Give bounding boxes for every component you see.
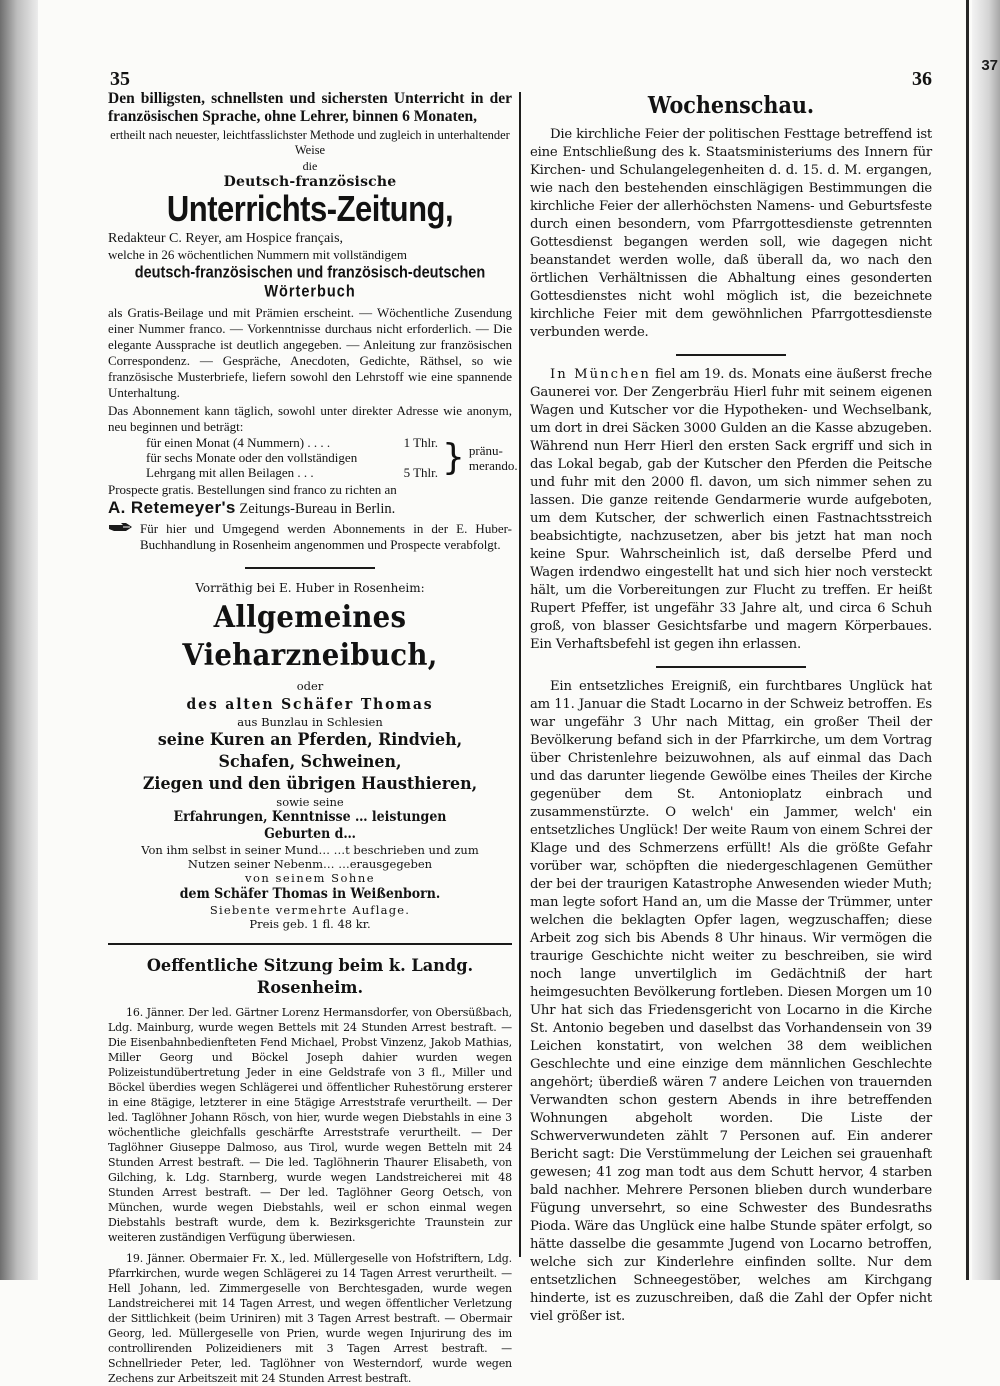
binding-shadow-right [972, 0, 1000, 1280]
book-price: Preis geb. 1 fl. 48 kr. [249, 917, 371, 931]
ad-huber-note [108, 521, 512, 553]
court-paragraph: 16. Jänner. Der led. Gärtner Lorenz Hermansdorfer, von Obersüßbach, Ldg. Mainburg, wurde wegen Bettels mit 24 Stunden Arrest bestraft. — Die Eisenbahnbedienfteten Fend Michael, Probst Vinzenz, Jakob Mathias, Miller Georg und Böckel Joseph dahier wurden wegen Polizeistundübertretung Jeder in eine Geldstrafe von 3 fl., Miller und Böckel überdies wegen Schlägerei und öffentlicher Ruhestörung ersterer in eine 8tägige, letzterer in eine 5tägige Arreststrafe verurtheilt. — Der led. Taglöhner Johann Rösch, von hier, wurde wegen Diebstahls in eine 3 wöchentliche gleichfalls geschärfte Arreststrafe verurtheilt. — Der Taglöhner Giuseppe Dalmoso, aus Tirol, wurde wegen Betteln mit 24 Stunden Arrest bestraft. — Die led. Taglöhnerin Thaurer Elisabeth, von Gilching, k. Ldg. Starnberg, wurde wegen Landstreicherei mit 48 Stunden Arrest bestraft. — Der led. Taglöhner Georg Oetsch, von München, wurde wegen Diebstahls, weil er schon einmal wegen Diebstahls bestraft wurde, dem k. Bezirksgerichte Traunstein zur weiteren zuständigen Verfügung überwiesen. [108, 1006, 512, 1244]
ad-price-table [108, 435, 518, 480]
huber-note-text: Für hier und Umgegend werden Abonnements in der E. Huber-Buchhandlung in Rosenheim angenommen und Prospecte verabfolgt. [140, 521, 512, 552]
short-separator [676, 354, 786, 356]
ad-die-text: die [302, 159, 318, 173]
veterinary-book-advertisement [108, 581, 512, 931]
price-value: 5 Thlr. [403, 465, 438, 480]
bureau-name: A. Retemeyer's [108, 498, 236, 517]
price-label: für sechs Monate oder den vollständigen [146, 450, 358, 465]
sowie-text: sowie seine [276, 795, 344, 809]
price-brace: } [442, 436, 465, 478]
binding-shadow-left [0, 0, 38, 1280]
price-value [378, 450, 438, 465]
price-row [108, 435, 438, 450]
short-separator [656, 666, 806, 668]
full-separator [108, 943, 512, 945]
cures-line-1: seine Kuren an Pferden, Rindvieh, Schafen, Schweinen, [157, 730, 463, 772]
price-row [108, 465, 438, 480]
geburten-line: Geburten d… [264, 826, 356, 842]
court-heading: Oeffentliche Sitzung beim k. Landg. Rosenheim. [146, 956, 474, 998]
ad-bureau-line [108, 498, 512, 519]
ad-issues-line: welche in 26 wöchentlichen Nummern mit vollständigem [108, 247, 407, 262]
oder-text: oder [296, 679, 324, 693]
price-row [108, 450, 438, 465]
ad-paper-title: Unterrichts-Zeitung, [166, 187, 454, 230]
court-session-section [108, 955, 512, 1386]
ad-editor-line: Redakteur C. Reyer, am Hospice français, [108, 231, 344, 246]
city-name: In München [550, 367, 651, 382]
section-heading-wochenschau: Wochenschau. [647, 92, 815, 119]
schaefer-line: dem Schäfer Thomas in Weißenborn. [179, 886, 441, 902]
news-paragraph: Die kirchliche Feier der politischen Festtage betreffend ist eine Entschließung des k. Staatsministeriums des Innern für Kirchen- und Schulangelegenheiten d. d. 15. d. M. ergangen, wie nach den bestehenden einschlägigen Bestimmungen die kirchliche Feier der allerhöchsten Namens- und Geburtsfeste durch einen besondern, vom Pfarrgottesdienste getrennten Gottesdienst begangen werden soll, wie dagegen nicht beanstandet werden wolle, daß überall da, wo nach den örtlichen Verhältnissen die Abhaltung eines gesonderten Gottesdienstes nicht wohl möglich ist, die bezeichnete kirchliche Feier mit dem gewöhnlichen Pfarrgottesdienste verbunden werde. [530, 127, 932, 340]
ad-intro-text: Den billigsten, schnellsten und sichersten Unterricht in der französischen Sprache, ohne Lehrer, binnen 6 Monaten, [108, 90, 512, 125]
news-paragraph [530, 366, 932, 654]
ad-paper-subtitle: Deutsch-französische [223, 174, 397, 190]
cures-line-2: Ziegen und den übrigen Hausthieren, [142, 774, 478, 794]
book-author: des alten Schäfer Thomas [186, 695, 434, 713]
ad-method-text: ertheilt nach neuester, leichtfasslichster Methode und zugleich in unterhaltender Weise [110, 128, 510, 157]
news-paragraph-body: fiel am 19. ds. Monats eine äußerst freche Gaunerei vor. Der Zengerbräu Hierl fuhr mit seinem eigenen Wagen und Kutscher vor die Hypotheken- und Wechselbank, um dort in drei Säcken 3000 Gulden an die Kasse abzugeben. Während nun Herr Hierl den ersten Sack ergriff und sich in das Lokal begab, gab der Kutscher den Pferden die Peitsche und fuhr mit den 2000 fl. davon, um sich nimmer sehen zu lassen. Die ganze reitende Gendarmerie wurde aufgeboten, um dem Kutscher, der schwerlich einen Fastnachtsstreich beabsichtigte, nachzusetzen, aber bis jetzt hat man noch keine Spur. Wahrscheinlich ist, daß derselbe Pferd und Wagen irdendwo eingestellt hat und sich hier noch versteckt hält, um die Vorbereitungen zur Flucht zu treffen. Er heißt Rupert Pfeffer, ist ungefähr 33 Jahre alt, und circa 6 Schuh groß, von blasser Gesichtsfarbe und magern Körperbaues. Ein Verhaftsbefehl ist gegen ihn erlassen. [530, 367, 933, 652]
court-paragraph: 19. Jänner. Obermaier Fr. X., led. Müllergeselle von Hofstriftern, Ldg. Pfarrkirchen, wurde wegen Schlägerei zu 14 Tagen Arrest verurtheilt. — Hell Johann, led. Zimmergeselle von Berchtesgaden, wurde wegen Landstreicherei mit 14 Tagen Arrest, und wegen öffentlicher Verletzung der Sittlichkeit (beim Uriniren) mit 3 Tagen Arrest bestraft. — Obermair Georg, led. Müllergeselle von Prien, wurde wegen Injurirung des im controllirenden Polizeidieners mit 3 Tagen Arrest bestraft. — Schnellrieder Peter, led. Taglöhner von Westerndorf, wurde wegen Zechens zur Arbeitszeit mit 24 Stunden Arrest bestraft. [108, 1252, 512, 1385]
ad-prospecte-text: Prospecte gratis. Bestellungen sind franco zu richten an [108, 482, 397, 497]
language-course-advertisement [108, 90, 518, 553]
author-origin: aus Bunzlau in Schlesien [237, 715, 383, 729]
edition-line: Siebente vermehrte Auflage. [209, 903, 411, 917]
column-divider [519, 92, 521, 1257]
praenumerando-text: pränu- merando. [468, 442, 518, 473]
ad-subscription-text: Das Abonnement kann täglich, sowohl unter direkter Adresse wie anonym, neu beginnen und beträgt: [108, 403, 512, 434]
short-separator [245, 567, 375, 569]
right-column [530, 90, 932, 1326]
page-number-left: 35 [110, 68, 130, 90]
price-label: Lehrgang mit allen Beilagen . . . [146, 465, 314, 480]
nutzen-line: Nutzen seiner Nebenm… …erausgegeben [187, 857, 433, 871]
ad-dictionary-line-1: deutsch-französischen und französisch-deutschen [134, 264, 486, 282]
next-page-number-fragment: 37 [981, 57, 998, 74]
price-label: für einen Monat (4 Nummern) . . . . [146, 435, 331, 450]
price-value: 1 Thlr. [403, 435, 438, 450]
stock-note: Vorräthig bei E. Huber in Rosenheim: [195, 581, 425, 595]
ad-description: als Gratis-Beilage und mit Prämien erscheint. — Wöchentliche Zusendung einer Nummer franco. — Vorkenntnisse durchaus nicht erforderlich. — Die elegante Aussprache ist deutlich angegeben. — Anleitung zur französischen Correspondenz. — Gespräche, Anecdoten, Gedichte, Räthsel, so wie französische Musterbriefe, liefern sowohl den Lehrstoff wie eine spannende Unterhaltung. [108, 305, 512, 400]
sohne-line: von seinem Sohne [244, 871, 376, 885]
bureau-rest: Zeitungs-Bureau in Berlin. [235, 501, 396, 517]
page-fold-line [966, 0, 969, 1280]
von-ihm-line: Von ihm selbst in seiner Mund… …t beschrieben und zum [141, 843, 479, 857]
ad-dictionary-line-2: Wörterbuch [264, 283, 356, 301]
experience-line: Erfahrungen, Kenntnisse … leistungen [173, 809, 447, 825]
left-column [108, 90, 518, 1386]
page-number-right: 36 [912, 68, 932, 90]
book-title: Allgemeines Vieharzneibuch, [182, 600, 438, 673]
news-paragraph: Ein entsetzliches Ereigniß, ein furchtbares Unglück hat am 11. Januar die Stadt Locarno in der Schweiz betroffen. Es war ungefähr 3 Uhr nach Mittag, ein großer Theil der Bevölkerung befand sich in der Pfarrkirche, um dem Vortrag über Christenlehre beizuwohnen, als auf einmal das Dach und das darunter liegende Gewölbe eines Theiles der Kirche gegenüber dem St. Antonioplatz einbrach und zusammenstürzte. O welch' ein Jammer, welch' ein entsetzliches Unglück! Der weite Raum von einem Schrei der Klage und des Schmerzens erfüllt! Als die größte Gefahr vorüber war, schöpften die niedergeschlagenen Gemüther der bei der traurigen Katastrophe Anwesenden wieder Muth; man legte sofort Hand an, um die Masse der Trümmer, unter welchen die beklagten Opfer lagen, wegzuschaffen; diese Arbeit zog sich bis Abends 8 Uhr hinaus. Wir vermögen die traurige Geschichte nicht weiter zu beschreiben, sie wird noch lange unvertilglich im Gedächtniß der hart heimgesuchten Bevölkerung fortleben. Diesen Morgen um 10 Uhr hat sich das Friedensgericht von Locarno in die Kirche St. Antonio begeben und daselbst das Vorhandensein von 39 Leichen konstatirt, von welchen 38 dem weiblichen Geschlechte und eine einzige dem männlichen Geschlechte angehört; überdieß wären 7 andere Leichen von trauernden Verwandten schon gestern Abends in ihre betreffenden Wohnungen abgeholt worden. Die Liste der Schwerverwundeten zählt 7 Personen auf. Ein anderer Bericht sagt: Die Verstümmelung der Leichen sei grauenhaft gewesen; 41 zog man todt aus dem Schutt hervor, 4 starben bald nachher. Mehrere Personen blieben durch wunderbare Fügung unversehrt, so eine Schwester des Bundesraths Pioda. Wäre das Unglück eine halbe Stunde später erfolgt, so hätte dasselbe die gesammte Jugend von Locarno betroffen, welche sich zur Kinderlehre einfinden sollte. Nur dem entsetzlichen Schneegestöber, welches am Kirchgang hinderte, ist es zuzuschreiben, daß die Zahl der Opfer nicht viel größer ist. [530, 679, 932, 1324]
pointing-hand-icon [108, 521, 134, 533]
